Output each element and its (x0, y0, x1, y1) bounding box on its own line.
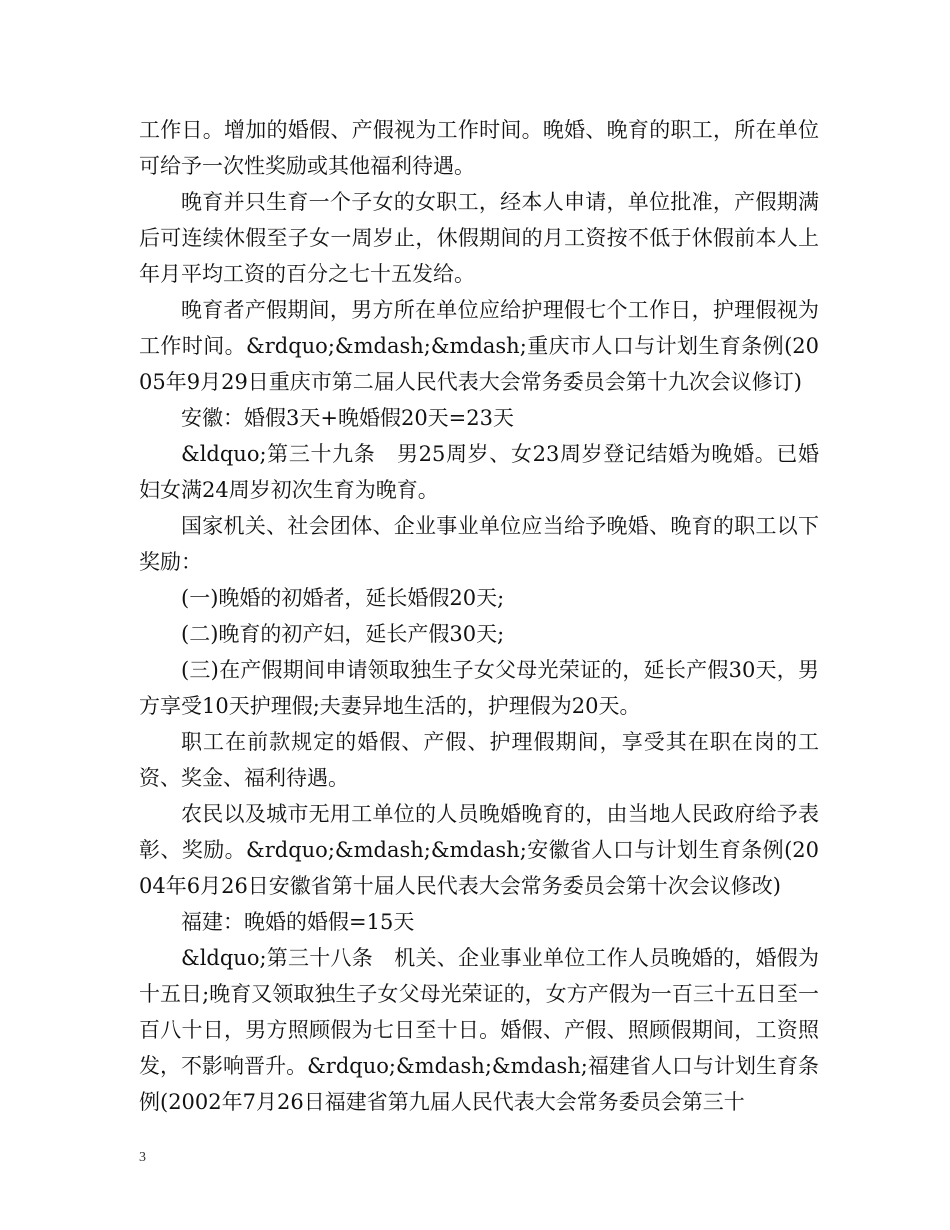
paragraph-chongqing-nursing-leave: 晚育者产假期间，男方所在单位应给护理假七个工作日，护理假视为工作时间。&rdquo;&mdash;&mdash;重庆市人口与计划生育条例(2005年9月29日重庆市第二届人民代表大会常务委员会第十九次会议修订) (139, 298, 819, 394)
paragraph-late-birth-leave: 晚育并只生育一个子女的女职工，经本人申请，单位批准，产假期满后可连续休假至子女一周岁止，休假期间的月工资按不低于休假前本人上年月平均工资的百分之七十五发给。 (139, 190, 819, 286)
list-item-2: (二)晚育的初产妇，延长产假30天; (181, 622, 505, 646)
heading-fujian: 福建：晚婚的婚假=15天 (181, 910, 415, 934)
paragraph-anhui-farmers: 农民以及城市无用工单位的人员晚婚晚育的，由当地人民政府给予表彰、奖励。&rdquo;&mdash;&mdash;安徽省人口与计划生育条例(2004年6月26日安徽省第十届人民代表大会常务委员会第十次会议修改) (139, 802, 819, 898)
list-item-3: (三)在产假期间申请领取独生子女父母光荣证的，延长产假30天，男方享受10天护理假;夫妻异地生活的，护理假为20天。 (139, 658, 819, 718)
paragraph-continuation: 工作日。增加的婚假、产假视为工作时间。晚婚、晚育的职工，所在单位可给予一次性奖励或其他福利待遇。 (139, 118, 819, 178)
page-number: 3 (139, 1150, 146, 1165)
paragraph-anhui-benefits: 职工在前款规定的婚假、产假、护理假期间，享受其在职在岗的工资、奖金、福利待遇。 (139, 730, 819, 790)
list-item-1: (一)晚婚的初婚者，延长婚假20天; (181, 586, 505, 610)
heading-anhui: 安徽：婚假3天+晚婚假20天=23天 (181, 406, 514, 430)
paragraph-anhui-article-39: &ldquo;第三十九条 男25周岁、女23周岁登记结婚为晚婚。已婚妇女满24周岁初次生育为晚育。 (139, 442, 819, 502)
document-body (139, 112, 819, 1120)
paragraph-anhui-rewards: 国家机关、社会团体、企业事业单位应当给予晚婚、晚育的职工以下奖励： (139, 514, 819, 574)
paragraph-fujian-article-38: &ldquo;第三十八条 机关、企业事业单位工作人员晚婚的，婚假为十五日;晚育又领取独生子女父母光荣证的，女方产假为一百三十五日至一百八十日，男方照顾假为七日至十日。婚假、产假、照顾假期间，工资照发，不影响晋升。&rdquo;&mdash;&mdash;福建省人口与计划生育条例(2002年7月26日福建省第九届人民代表大会常务委员会第三十 (139, 946, 819, 1114)
